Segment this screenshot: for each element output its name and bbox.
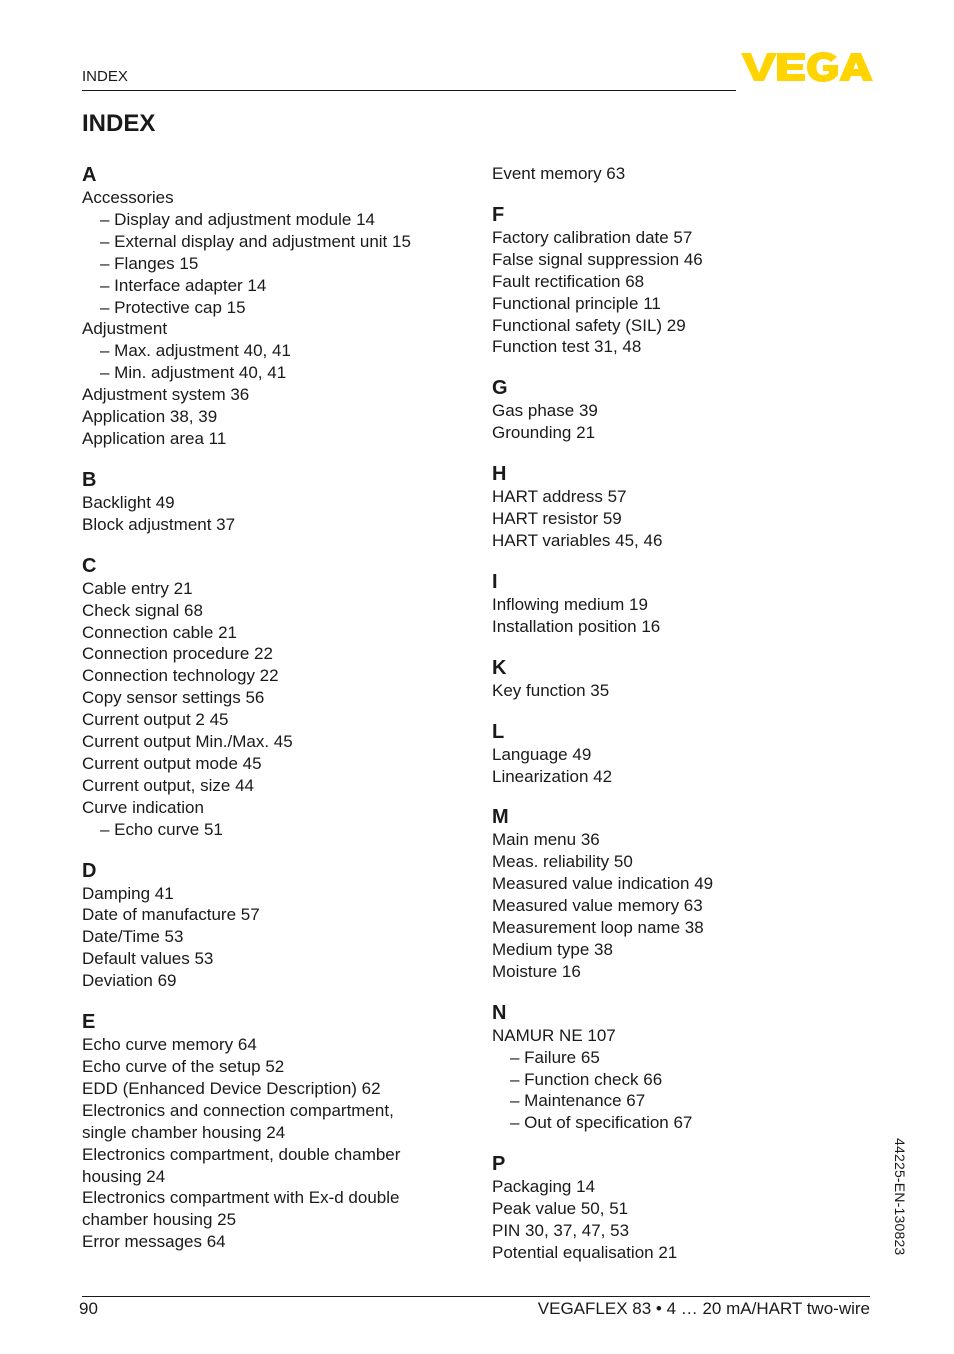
section-letter: N [492,1001,507,1024]
index-entry: HART address 57 [492,487,627,507]
section-letter: G [492,377,508,400]
footer-divider [82,1296,870,1297]
index-section-f [492,203,892,358]
index-entry: chamber housing 25 [82,1210,237,1230]
index-entry: Event memory 63 [492,164,626,183]
index-section-h [492,462,892,552]
index-entry: HART variables 45, 46 [492,530,663,550]
index-entry: Measurement loop name 38 [492,918,704,938]
running-header: INDEX [82,68,128,85]
index-subentry: – Min. adjustment 40, 41 [100,363,287,383]
index-subentry: – Flanges 15 [100,253,199,273]
index-entry: Functional principle 11 [492,293,661,313]
index-entry: Language 49 [492,744,592,764]
index-entry: Current output mode 45 [82,753,262,773]
section-letter: P [492,1153,506,1176]
index-entry: Adjustment system 36 [82,385,250,405]
index-column-right [492,163,892,1264]
index-subentry: – Function check 66 [510,1069,663,1089]
index-entry: Date of manufacture 57 [82,905,260,925]
index-entry: Cable entry 21 [82,578,193,598]
index-section-m [492,805,892,982]
index-section-i [492,570,892,638]
section-letter: H [492,463,507,486]
index-entry: Backlight 49 [82,492,175,512]
index-section-d [82,859,482,993]
index-entry: Damping 41 [82,883,174,903]
index-entry: Measured value indication 49 [492,874,714,894]
index-column-left [82,163,482,1253]
index-entry: Date/Time 53 [82,927,184,947]
index-entry: Inflowing medium 19 [492,594,648,614]
index-entry: Gas phase 39 [492,401,598,421]
index-section-b [82,468,482,536]
section-letter: B [82,468,97,491]
index-section-n [492,1001,892,1135]
index-entry: Packaging 14 [492,1177,596,1197]
index-entry: Error messages 64 [82,1232,226,1252]
index-section-g [492,376,892,444]
index-entry: Meas. reliability 50 [492,852,633,872]
index-entry: Curve indication [82,797,204,817]
page-number: 90 [79,1299,98,1318]
index-subentry: – Protective cap 15 [100,297,246,317]
index-section-c [82,554,482,841]
index-entry: Check signal 68 [82,600,203,620]
vega-logo [741,51,873,83]
index-entry: Deviation 69 [82,971,177,991]
index-subentry: – Out of specification 67 [510,1113,693,1133]
section-letter: M [492,806,509,829]
index-section-a [82,163,482,450]
index-entry: Echo curve memory 64 [82,1035,257,1055]
index-entry: False signal suppression 46 [492,249,703,269]
index-entry: Main menu 36 [492,830,600,850]
document-code: 44225-EN-130823 [892,1138,908,1256]
index-entry: Moisture 16 [492,961,581,981]
index-entry: Default values 53 [82,949,214,969]
index-entry: Fault rectification 68 [492,271,645,291]
index-entry: NAMUR NE 107 [492,1025,616,1045]
index-entry: Connection procedure 22 [82,644,273,664]
index-section-e [82,1010,482,1253]
index-subentry: – Max. adjustment 40, 41 [100,341,291,361]
index-entry: Electronics and connection compartment, [82,1100,394,1120]
index-entry: Installation position 16 [492,616,661,636]
index-entry: Function test 31, 48 [492,337,642,357]
header-divider [82,90,736,91]
index-entry: Connection technology 22 [82,666,279,686]
section-letter: C [82,554,97,577]
index-entry: Block adjustment 37 [82,514,236,534]
index-entry: Current output 2 45 [82,710,229,730]
index-subentry: – External display and adjustment unit 15 [100,231,411,251]
index-entry: Medium type 38 [492,939,613,959]
index-entry: Current output Min./Max. 45 [82,732,293,752]
index-subentry: – Maintenance 67 [510,1091,646,1111]
index-entry: Current output, size 44 [82,775,254,795]
section-letter: I [492,570,498,593]
index-entry: Grounding 21 [492,423,596,443]
index-subentry: – Failure 65 [510,1047,600,1067]
index-entry: PIN 30, 37, 47, 53 [492,1221,630,1241]
index-section-p [492,1152,892,1264]
section-letter: K [492,656,507,679]
section-letter: L [492,720,505,743]
index-entry: Application 38, 39 [82,407,218,427]
index-subentry: – Interface adapter 14 [100,275,267,295]
page-title: INDEX [82,110,156,137]
vega-logo-glyphs [741,52,873,82]
index-entry: Echo curve of the setup 52 [82,1057,285,1076]
index-entry: single chamber housing 24 [82,1122,286,1142]
index-entry: Factory calibration date 57 [492,227,693,247]
index-entry: Key function 35 [492,680,610,700]
index-entry: Functional safety (SIL) 29 [492,315,686,335]
section-letter: F [492,203,505,226]
section-letter: D [82,859,97,882]
index-entry: Linearization 42 [492,766,613,786]
index-entry: Adjustment [82,319,168,339]
index-entry: Connection cable 21 [82,622,238,642]
index-entry: Potential equalisation 21 [492,1243,678,1262]
index-entry: Copy sensor settings 56 [82,688,265,708]
index-entry: housing 24 [82,1166,166,1186]
footer-doc-title: VEGAFLEX 83 • 4 … 20 mA/HART two-wire [537,1299,870,1318]
index-section-continued [492,163,892,185]
index-section-k [492,656,892,702]
index-entry: Electronics compartment with Ex-d double [82,1188,400,1208]
index-entry: Application area 11 [82,428,227,448]
index-subentry: – Echo curve 51 [100,819,223,839]
index-entry: Measured value memory 63 [492,896,703,916]
section-letter: A [82,164,97,186]
section-letter: E [82,1011,96,1034]
index-subentry: – Display and adjustment module 14 [100,209,375,229]
index-entry: EDD (Enhanced Device Description) 62 [82,1078,381,1098]
index-entry: Peak value 50, 51 [492,1199,629,1219]
index-entry: Accessories [82,188,174,207]
index-entry: HART resistor 59 [492,509,622,529]
index-entry: Electronics compartment, double chamber [82,1144,401,1164]
index-section-l [492,720,892,788]
